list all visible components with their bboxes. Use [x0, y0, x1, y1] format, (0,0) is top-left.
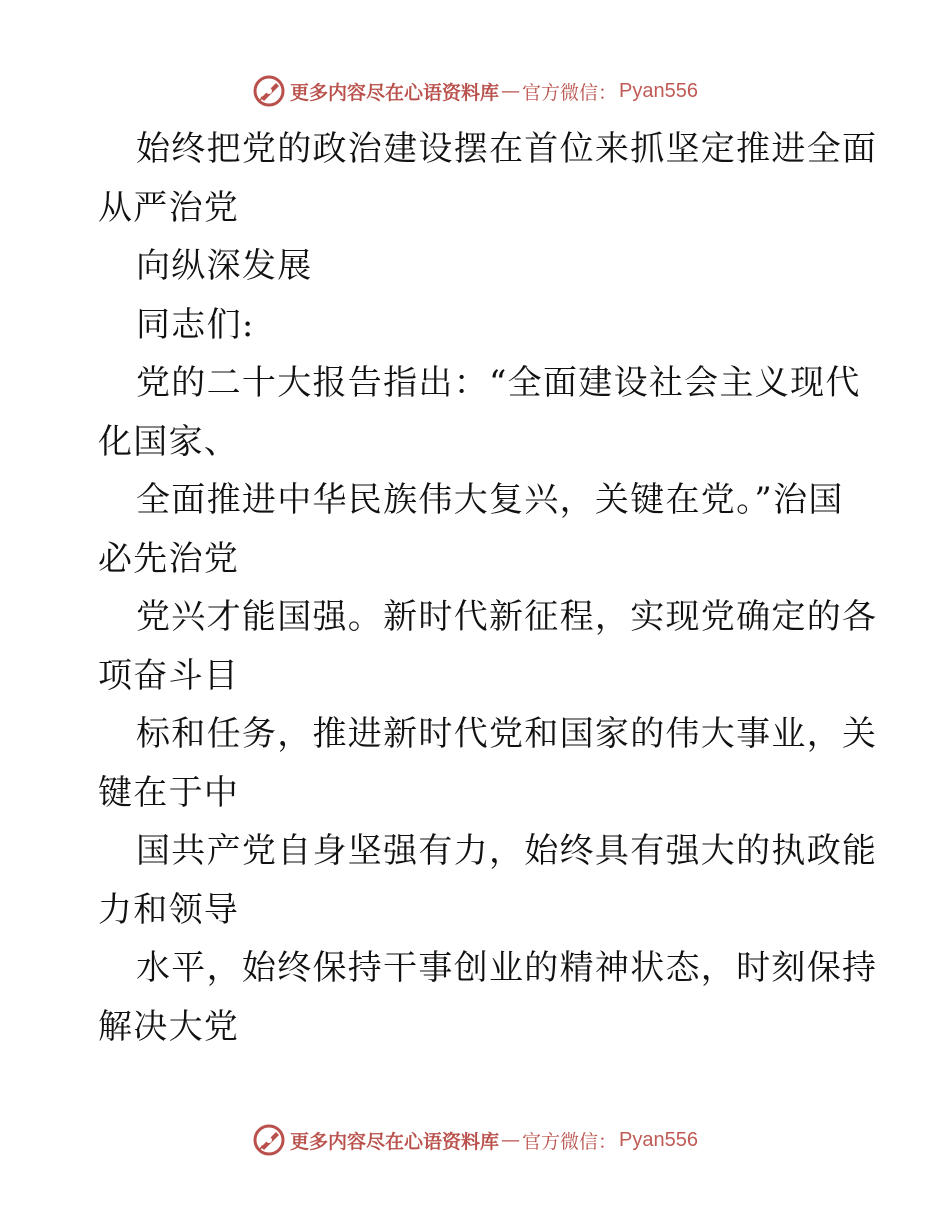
header-watermark-banner: [0, 71, 950, 111]
title-line: 始终把党的政治建设摆在首位来抓坚定推进全面: [136, 129, 878, 169]
paragraph-line: 必先治党: [98, 538, 240, 579]
paragraph-line: 项奋斗目: [98, 655, 240, 696]
banner-main-text: 更多内容尽在心语资料库: [290, 81, 500, 104]
seal-logo-icon: [252, 74, 286, 108]
banner-wechat-id: Pyan556: [619, 1128, 698, 1151]
title-line: 从严治党: [98, 187, 240, 228]
paragraph-line: 全面推进中华民族伟大复兴，关键在党。”治国: [136, 480, 844, 520]
paragraph-line: 键在于中: [98, 772, 240, 813]
footer-watermark-banner: [0, 1120, 950, 1160]
banner-wechat-label: 官方微信：: [522, 1130, 618, 1153]
paragraph-line: 解决大党: [98, 1006, 240, 1047]
paragraph-line: 化国家、: [98, 421, 240, 462]
banner-separator: —: [501, 1129, 521, 1151]
document-body: [98, 120, 878, 1056]
paragraph-line: 党兴才能国强。新时代新征程，实现党确定的各: [136, 597, 878, 637]
paragraph-line: 党的二十大报告指出：“全面建设社会主义现代: [136, 363, 861, 403]
banner-separator: —: [501, 80, 521, 102]
paragraph-line: 国共产党自身坚强有力，始终具有强大的执政能: [136, 831, 878, 871]
seal-logo-icon: [252, 1123, 286, 1157]
paragraph-line: 标和任务，推进新时代党和国家的伟大事业，关: [136, 714, 878, 754]
banner-wechat-label: 官方微信：: [522, 81, 618, 104]
paragraph-line: 力和领导: [98, 889, 240, 930]
banner-wechat-id: Pyan556: [619, 79, 698, 102]
salutation: 同志们:: [136, 304, 255, 345]
paragraph-line: 水平，始终保持干事创业的精神状态，时刻保持: [136, 948, 878, 988]
title-line: 向纵深发展: [136, 246, 313, 286]
banner-main-text: 更多内容尽在心语资料库: [290, 1130, 500, 1153]
